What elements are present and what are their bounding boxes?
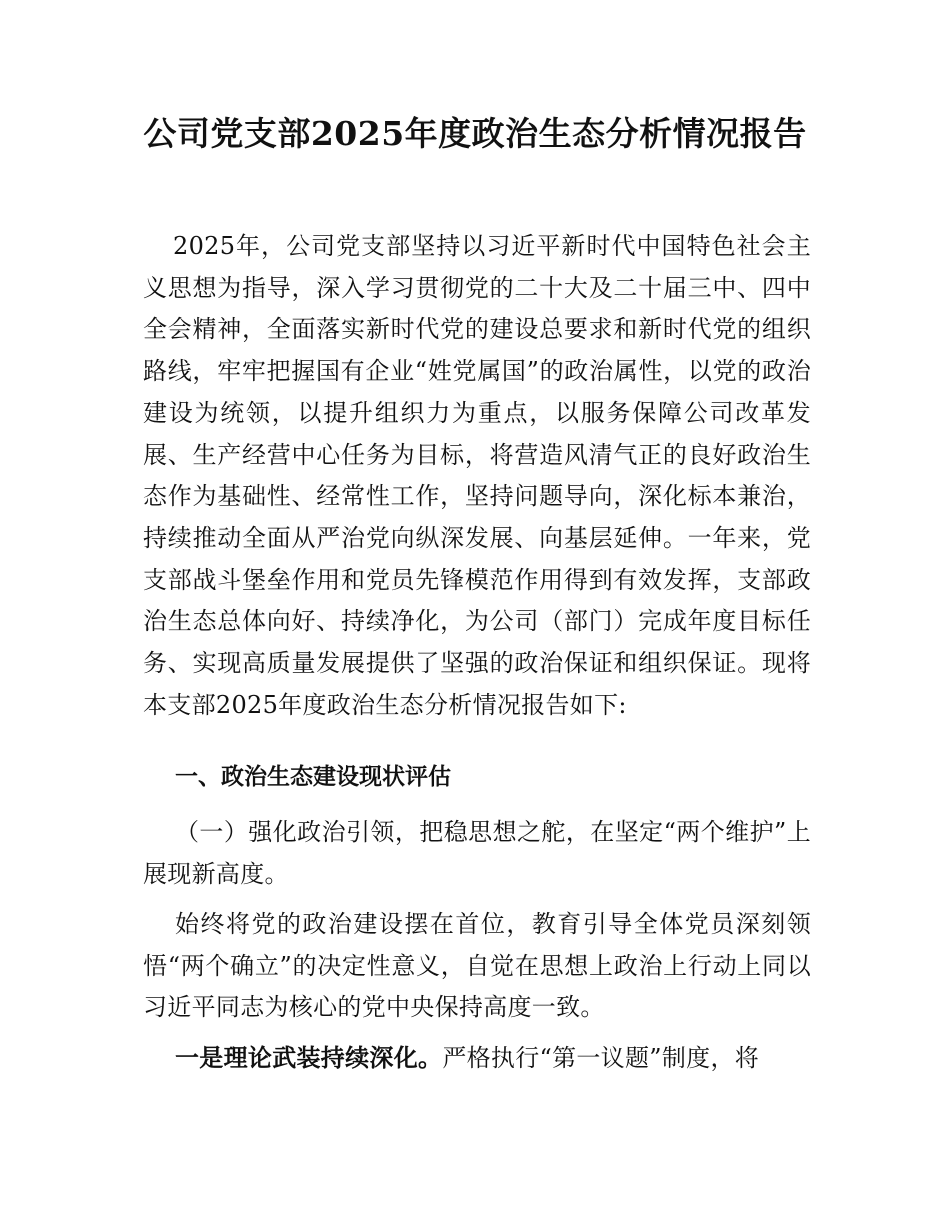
subsection-paragraph: 始终将党的政治建设摆在首位，教育引导全体党员深刻领悟“两个确立”的决定性意义，自觉在思想上政治上行动上同以习近平同志为核心的党中央保持高度一致。: [143, 910, 811, 1022]
point-paragraph: [143, 1038, 811, 1080]
section-heading: 一、政治生态建设现状评估: [175, 764, 451, 790]
document-title: 公司党支部2025年度政治生态分析情况报告: [143, 114, 807, 153]
intro-paragraph: 2025年，公司党支部坚持以习近平新时代中国特色社会主义思想为指导，深入学习贯彻党的二十大及二十届三中、四中全会精神，全面落实新时代党的建设总要求和新时代党的组织路线，牢牢把握国有企业“姓党属国”的政治属性，以党的政治建设为统领，以提升组织力为重点，以服务保障公司改革发展、生产经营中心任务为目标，将营造风清气正的良好政治生态作为基础性、经常性工作，坚持问题导向，深化标本兼治，持续推动全面从严治党向纵深发展、向基层延伸。一年来，党支部战斗堡垒作用和党员先锋模范作用得到有效发挥，支部政治生态总体向好、持续净化，为公司（部门）完成年度目标任务、实现高质量发展提供了坚强的政治保证和组织保证。现将本支部2025年度政治生态分析情况报告如下:: [143, 232, 811, 719]
point-lead: 一是理论武装持续深化。: [175, 1044, 443, 1072]
point-text: 严格执行“第一议题”制度，将: [442, 1044, 760, 1072]
subsection-heading: （一）强化政治引领，把稳思想之舵，在坚定“两个维护”上展现新高度。: [143, 818, 811, 888]
